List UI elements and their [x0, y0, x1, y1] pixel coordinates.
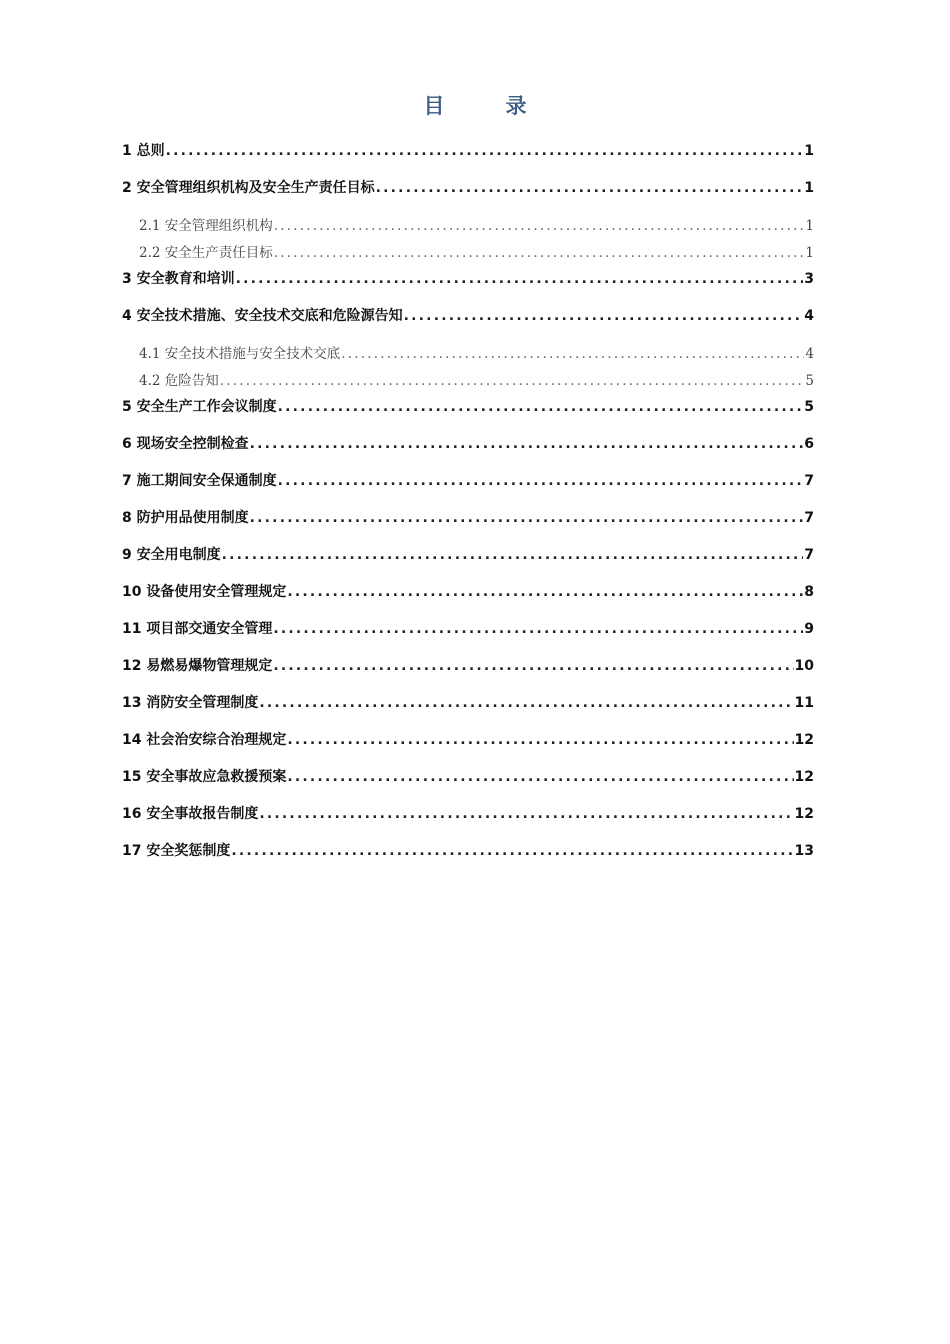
toc-entry-label: 8 防护用品使用制度 — [122, 510, 249, 526]
toc-page-number: 7 — [804, 547, 814, 563]
toc-entry-label: 11 项目部交通安全管理 — [122, 621, 273, 637]
toc-leader-dots — [341, 346, 804, 362]
toc-entry[interactable] — [122, 544, 814, 581]
toc-entry[interactable] — [122, 268, 814, 305]
toc-page-number: 4 — [804, 308, 814, 324]
toc-leader-dots — [273, 621, 803, 637]
toc-leader-dots — [287, 584, 803, 600]
toc-entry[interactable] — [122, 507, 814, 544]
toc-entry-label: 16 安全事故报告制度 — [122, 806, 259, 822]
toc-entry-label: 4.1 安全技术措施与安全技术交底 — [139, 346, 341, 362]
toc-leader-dots — [278, 473, 804, 489]
toc-leader-dots — [259, 695, 793, 711]
toc-leader-dots — [287, 769, 793, 785]
toc-entry-label: 4 安全技术措施、安全技术交底和危险源告知 — [122, 308, 403, 324]
toc-page-number: 5 — [804, 399, 814, 415]
toc-leader-dots — [274, 245, 805, 261]
toc-page-number: 5 — [805, 373, 814, 389]
toc-leader-dots — [259, 806, 793, 822]
toc-subentry[interactable] — [122, 241, 814, 268]
toc-entry-label: 6 现场安全控制检查 — [122, 436, 249, 452]
toc-leader-dots — [404, 308, 804, 324]
toc-entry[interactable] — [122, 766, 814, 803]
toc-entry[interactable] — [122, 396, 814, 433]
toc-page-number: 1 — [804, 180, 814, 196]
toc-leader-dots — [250, 510, 804, 526]
toc-leader-dots — [376, 180, 804, 196]
toc-page-number: 12 — [794, 769, 814, 785]
toc-leader-dots — [250, 436, 804, 452]
toc-leader-dots — [274, 218, 805, 234]
toc-page-number: 11 — [794, 695, 814, 711]
toc-page-number: 6 — [804, 436, 814, 452]
toc-leader-dots — [166, 143, 804, 159]
toc-leader-dots — [236, 271, 804, 287]
toc-entry-label: 13 消防安全管理制度 — [122, 695, 259, 711]
toc-page-number: 12 — [794, 732, 814, 748]
toc-leader-dots — [220, 373, 805, 389]
toc-page-number: 12 — [794, 806, 814, 822]
toc-title: 目 录 — [423, 93, 547, 118]
toc-entry-label: 2.1 安全管理组织机构 — [139, 218, 273, 234]
toc-entry-label: 15 安全事故应急救援预案 — [122, 769, 287, 785]
toc-entry-label: 2 安全管理组织机构及安全生产责任目标 — [122, 180, 375, 196]
toc-entry-label: 1 总则 — [122, 143, 165, 159]
toc-entry-label: 17 安全奖惩制度 — [122, 843, 231, 859]
toc-entry[interactable] — [122, 803, 814, 840]
toc-page-number: 4 — [805, 346, 814, 362]
toc-entry[interactable] — [122, 729, 814, 766]
toc-page-number: 3 — [804, 271, 814, 287]
toc-leader-dots — [231, 843, 793, 859]
toc-page-number: 1 — [804, 143, 814, 159]
toc-leader-dots — [278, 399, 804, 415]
toc-leader-dots — [287, 732, 793, 748]
toc-entry-label: 2.2 安全生产责任目标 — [139, 245, 273, 261]
toc-entry-label: 14 社会治安综合治理规定 — [122, 732, 287, 748]
toc-subentry[interactable] — [122, 369, 814, 396]
toc-entry-label: 7 施工期间安全保通制度 — [122, 473, 277, 489]
toc-subentry[interactable] — [122, 342, 814, 369]
toc-entry[interactable] — [122, 305, 814, 342]
toc-page-number: 1 — [805, 245, 814, 261]
toc-page-number: 13 — [794, 843, 814, 859]
toc-entry[interactable] — [122, 840, 814, 877]
toc-entry-label: 4.2 危险告知 — [139, 373, 219, 389]
toc-entry-label: 3 安全教育和培训 — [122, 271, 235, 287]
toc-entry[interactable] — [122, 618, 814, 655]
toc-leader-dots — [222, 547, 804, 563]
toc-page-number: 7 — [804, 510, 814, 526]
toc-page-number: 10 — [794, 658, 814, 674]
toc-entry[interactable] — [122, 470, 814, 507]
toc-page-number: 8 — [804, 584, 814, 600]
toc-entry[interactable] — [122, 433, 814, 470]
toc-entry[interactable] — [122, 692, 814, 729]
toc-leader-dots — [273, 658, 793, 674]
toc-entry[interactable] — [122, 655, 814, 692]
toc-entry[interactable] — [122, 140, 814, 177]
toc-entry-label: 12 易燃易爆物管理规定 — [122, 658, 273, 674]
toc-entry-label: 10 设备使用安全管理规定 — [122, 584, 287, 600]
toc-entry[interactable] — [122, 177, 814, 214]
toc-entry-label: 5 安全生产工作会议制度 — [122, 399, 277, 415]
toc-entry[interactable] — [122, 581, 814, 618]
toc-subentry[interactable] — [122, 214, 814, 241]
toc-page-number: 7 — [804, 473, 814, 489]
toc-page-number: 1 — [805, 218, 814, 234]
table-of-contents — [122, 140, 814, 877]
toc-page-number: 9 — [804, 621, 814, 637]
toc-entry-label: 9 安全用电制度 — [122, 547, 221, 563]
